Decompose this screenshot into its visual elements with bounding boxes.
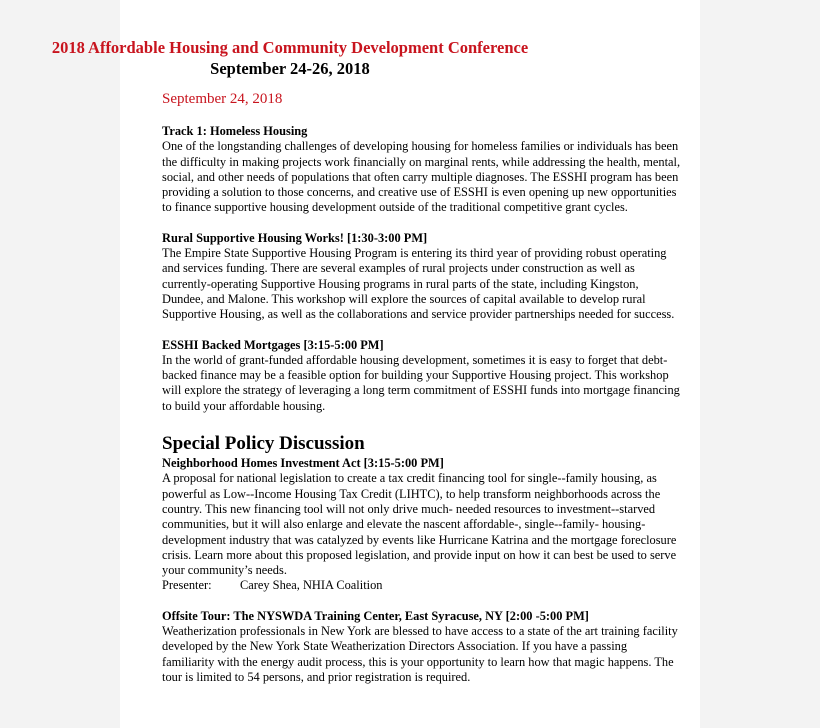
session-heading: Offsite Tour: The NYSWDA Training Center, East Syracuse, NY [2:00 -5:00 PM] — [162, 608, 589, 623]
session-rural-supportive-housing — [162, 231, 682, 323]
presenter-name: Carey Shea, NHIA Coalition — [240, 578, 383, 593]
presenter-line — [162, 578, 682, 593]
presenter-label: Presenter: — [162, 578, 212, 593]
document-body — [162, 124, 682, 685]
session-neighborhood-homes — [162, 456, 682, 594]
conference-title: 2018 Affordable Housing and Community Development Conference — [51, 38, 529, 57]
session-offsite-tour — [162, 609, 682, 685]
session-heading: Track 1: Homeless Housing — [162, 124, 308, 138]
day-heading: September 24, 2018 — [162, 91, 283, 107]
conference-dates: September 24-26, 2018 — [210, 59, 370, 78]
session-description: A proposal for national legislation to create a tax credit financing tool for single--family housing, as powerful as Low--Income Housing Tax Credit (LIHTC), to help transform neighborhoods across the country. This new financing tool will not only drive much- needed resources to investment--starved communities, but it will also enlarge and elevate the nascent affordable-, single--family- housing- development industry that was catalyzed by events like Hurricane Katrina and the mortgage foreclosure crisis. Learn more about this proposed legislation, and provide input on how it can best be used to serve your community’s needs. — [162, 471, 677, 578]
session-esshi-mortgages — [162, 338, 682, 414]
session-homeless-housing — [162, 124, 682, 216]
session-heading: Neighborhood Homes Investment Act [3:15-5:00 PM] — [162, 456, 444, 471]
session-description: In the world of grant-funded affordable housing development, sometimes it is easy to forget that debt-backed finance may be a feasible option for building your Supportive Housing project. This workshop will explore the strategy of leveraging a long term commitment of ESSHI funds into mortgage financing to build your affordable housing. — [162, 352, 680, 413]
session-description: One of the longstanding challenges of developing housing for homeless families or individuals has been the difficulty in making projects work financially on marginal rents, while addressing the health, mental, social, and other needs of populations that often carry multiple diagnoses. The ESSHI program has been providing a solution to those concerns, and creative use of ESSHI is even opening up new opportunities to finance supportive housing development outside of the traditional competitive grant cycles. — [162, 139, 681, 215]
session-description: The Empire State Supportive Housing Program is entering its third year of providing robust operating and services funding. There are several examples of rural projects under construction as well as currently-operating Supportive Housing programs in rural parts of the state, including Kingston, Dundee, and Malone. This workshop will explore the sources of capital available to develop rural Supportive Housing, as well as the collaborations and service provider partnerships needed for success. — [162, 246, 675, 322]
special-policy-title: Special Policy Discussion — [162, 433, 365, 455]
session-heading: Rural Supportive Housing Works! [1:30-3:00 PM] — [162, 230, 428, 245]
session-heading: ESSHI Backed Mortgages [3:15-5:00 PM] — [162, 337, 384, 352]
session-description: Weatherization professionals in New York are blessed to have access to a state of the art training facility developed by the New York State Weatherization Directors Association. If you have a passing familiarity with the energy audit process, this is your opportunity to learn how that magic happens. The tour is limited to 54 persons, and prior registration is required. — [162, 624, 678, 684]
